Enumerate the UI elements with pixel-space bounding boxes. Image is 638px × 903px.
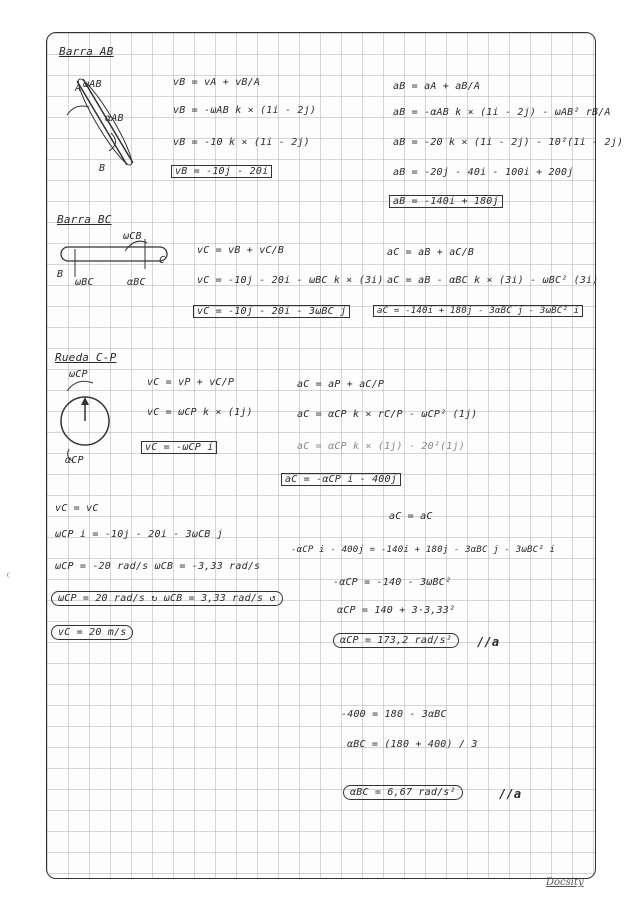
ab-acc-result: aB = -140i + 180j [389,195,503,208]
graph-paper-sheet [46,32,624,879]
cp-vel-result: vC = -ωCP i [141,441,217,454]
bc-vel-2: vC = -10j - 20i - ωBC k × (3i) [197,275,384,286]
margin-mark [7,572,13,578]
sol-vel-1: vC = vC [55,503,99,514]
ab-acc-3: aB = -20 k × (1i - 2j) - 10²(1i - 2j) [393,137,624,148]
answer-mark-1: //a [477,635,500,649]
sol-acc-eq: aC = aC [389,511,433,522]
bar-bc-diagram [55,229,175,289]
sol-acc-5: αBC = (180 + 400) / 3 [347,739,478,750]
label-c-bc: C [159,255,166,266]
wheel-cp-diagram [53,369,133,469]
label-omega-ab: ωAB [83,79,102,90]
ab-vel-1: vB = vA + vB/A [173,77,261,88]
sol-acc-6: αBC = 6,67 rad/s² [343,785,463,800]
ab-vel-result: vB = -10j - 20i [171,165,272,178]
bc-acc-result: aC = -140i + 180j - 3αBC j - 3ωBC² i [373,305,583,317]
section-title-barra-bc: Barra BC [57,213,112,226]
label-omega-cb-diagram: ωCB [123,231,142,242]
sol-vel-result: vC = 20 m/s [51,625,133,640]
ab-acc-1: aB = aA + aB/A [393,81,481,92]
sol-vel-3: ωCP = -20 rad/s ωCB = -3,33 rad/s [55,561,261,572]
ab-acc-2: aB = -αAB k × (1i - 2j) - ωAB² rB/A [393,107,611,118]
label-b: B [99,163,106,174]
bc-acc-1: aC = aB + aC/B [387,247,475,258]
sol-acc-4: -400 = 180 - 3αBC [341,709,447,720]
label-b-bc: B [57,269,64,280]
label-omega-bc: ωBC [75,277,94,288]
sol-vel-4: ωCP = 20 rad/s ↻ ωCB = 3,33 rad/s ↺ [51,591,283,606]
ab-vel-3: vB = -10 k × (1i - 2j) [173,137,310,148]
sol-vel-2: ωCP i = -10j - 20i - 3ωCB j [55,529,223,540]
bc-vel-result: vC = -10j - 20i - 3ωBC j [193,305,350,318]
cp-acc-result: aC = -αCP i - 400j [281,473,401,486]
section-title-barra-ab: Barra AB [59,45,114,58]
ab-vel-2: vB = -ωAB k × (1i - 2j) [173,105,317,116]
label-omega-cp: ωCP [69,369,88,380]
cp-acc-1: aC = aP + aC/P [297,379,385,390]
ab-acc-4: aB = -20j - 40i - 100i + 200j [393,167,574,178]
answer-mark-2: //a [499,787,522,801]
sol-acc-3: αCP = 173,2 rad/s² [333,633,459,648]
label-alpha-ab: αAB [105,113,124,124]
label-alpha-cp: αCP [65,455,84,466]
sol-acc-expand: -αCP i - 400j = -140i + 180j - 3αBC j - 3ωBC² i [291,545,556,555]
bc-acc-2: aC = aB - αBC k × (3i) - ωBC² (3i) [387,275,599,286]
docsity-logo: Docsity [546,877,584,888]
section-title-rueda-cp: Rueda C-P [55,351,117,364]
sol-acc-1: -αCP = -140 - 3ωBC² [333,577,452,588]
cp-vel-1: vC = vP + vC/P [147,377,235,388]
cp-acc-3: aC = αCP k × (1j) - 20²(1j) [297,441,465,452]
label-alpha-bc: αBC [127,277,146,288]
cp-vel-2: vC = ωCP k × (1j) [147,407,253,418]
bc-vel-1: vC = vB + vC/B [197,245,285,256]
label-a: A [75,83,82,94]
cp-acc-2: aC = αCP k × rC/P - ωCP² (1j) [297,409,478,420]
sol-acc-2: αCP = 140 + 3·3,33² [337,605,456,616]
